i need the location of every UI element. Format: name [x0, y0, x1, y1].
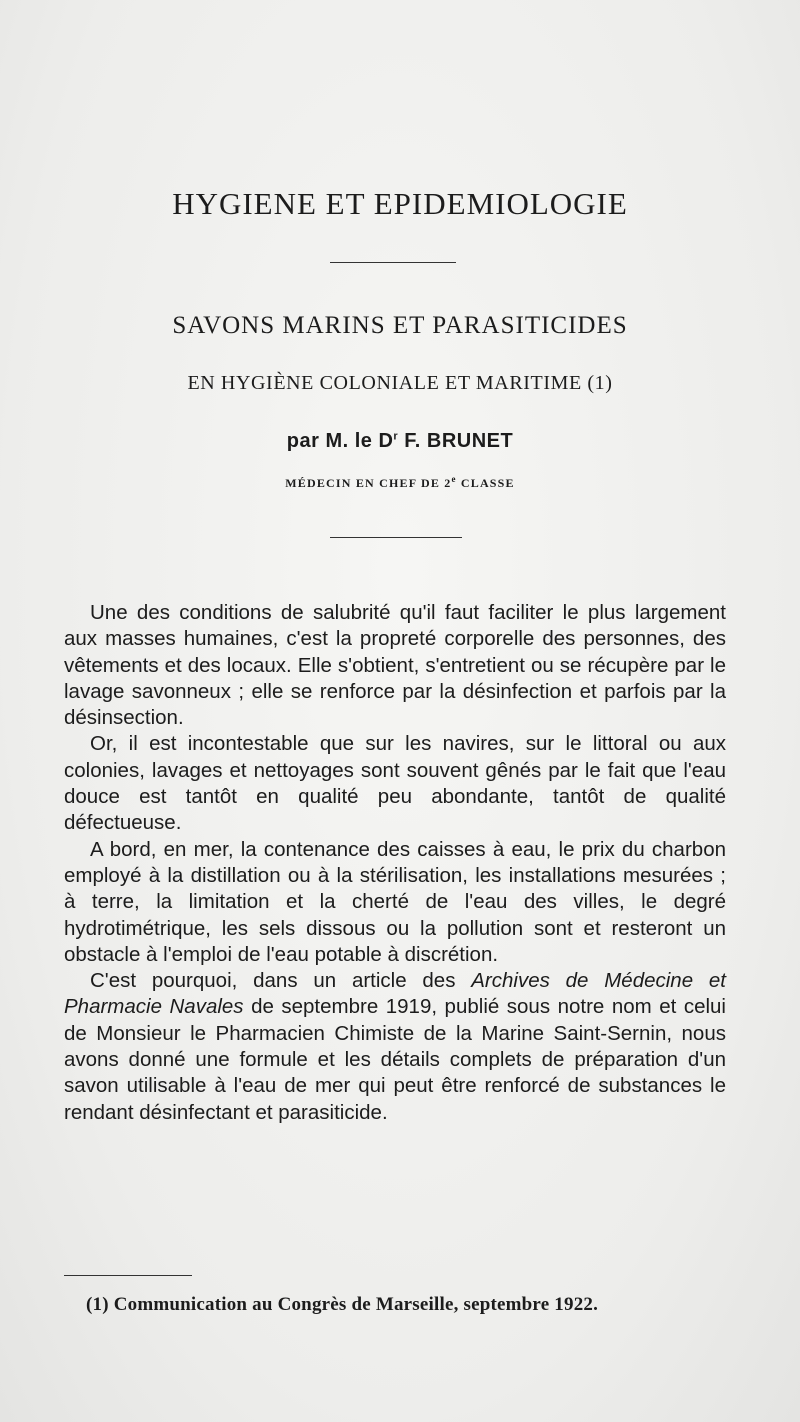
- paragraph: [64, 968, 726, 1126]
- footnote-separator: [64, 1275, 192, 1276]
- footnote: (1) Communication au Congrès de Marseille, septembre 1922.: [86, 1294, 599, 1315]
- author-prefix: par M. le D: [286, 430, 394, 452]
- section-title: HYGIENE ET EPIDEMIOLOGIE: [172, 186, 628, 221]
- author-affiliation: [0, 474, 800, 491]
- article-title: SAVONS MARINS ET PARASITICIDES: [172, 312, 628, 339]
- article-subtitle: EN HYGIÈNE COLONIALE ET MARITIME (1): [187, 372, 613, 394]
- journal-title: Archives de Médecine et Pharmacie Navales: [64, 969, 726, 1019]
- article-body: [64, 600, 726, 1126]
- paragraph: Or, il est incontestable que sur les navires, sur le littoral ou aux colonies, lavages et nettoyages sont souvent gênés par le fait que l'eau douce est tantôt en qualité peu abondante, tantôt de qualité défectueuse.: [64, 732, 726, 835]
- author-name: F. BRUNET: [398, 430, 514, 452]
- paragraph-text: C'est pourquoi, dans un article des: [90, 969, 472, 993]
- affiliation-sup: e: [451, 474, 457, 484]
- affiliation-suffix: CLASSE: [456, 476, 515, 490]
- paragraph: A bord, en mer, la contenance des caisses à eau, le prix du charbon employé à la distillation ou à la stérilisation, les installations mesurées ; à terre, la limitation et la cherté de l'eau des villes, le degré hydrotimétrique, les sels dissous ou la pollution sont et resteront un obstacle à l'emploi de l'eau potable à discrétion.: [64, 837, 726, 966]
- title-separator-top: [330, 262, 456, 263]
- paragraph-text: de septembre 1919, publié sous notre nom et celui de Monsieur le Pharmacien Chimiste de la Marine Saint-Sernin, nous avons donné une formule et les détails complets de préparation d'un savon utilisable à l'eau de mer qui peut être renforcé de substances le rendant désinfectant et parasiticide.: [64, 995, 726, 1124]
- author-title-sup: r: [393, 430, 399, 443]
- author-line: [0, 430, 800, 453]
- title-separator-bottom: [330, 537, 462, 538]
- affiliation-text: MÉDECIN EN CHEF DE 2: [285, 476, 452, 490]
- paragraph: Une des conditions de salubrité qu'il faut faciliter le plus largement aux masses humaines, c'est la propreté corporelle des personnes, des vêtements et des locaux. Elle s'obtient, s'entretient ou se récupère par le lavage savonneux ; elle se renforce par la désinfection et parfois par la désinsection.: [64, 601, 726, 730]
